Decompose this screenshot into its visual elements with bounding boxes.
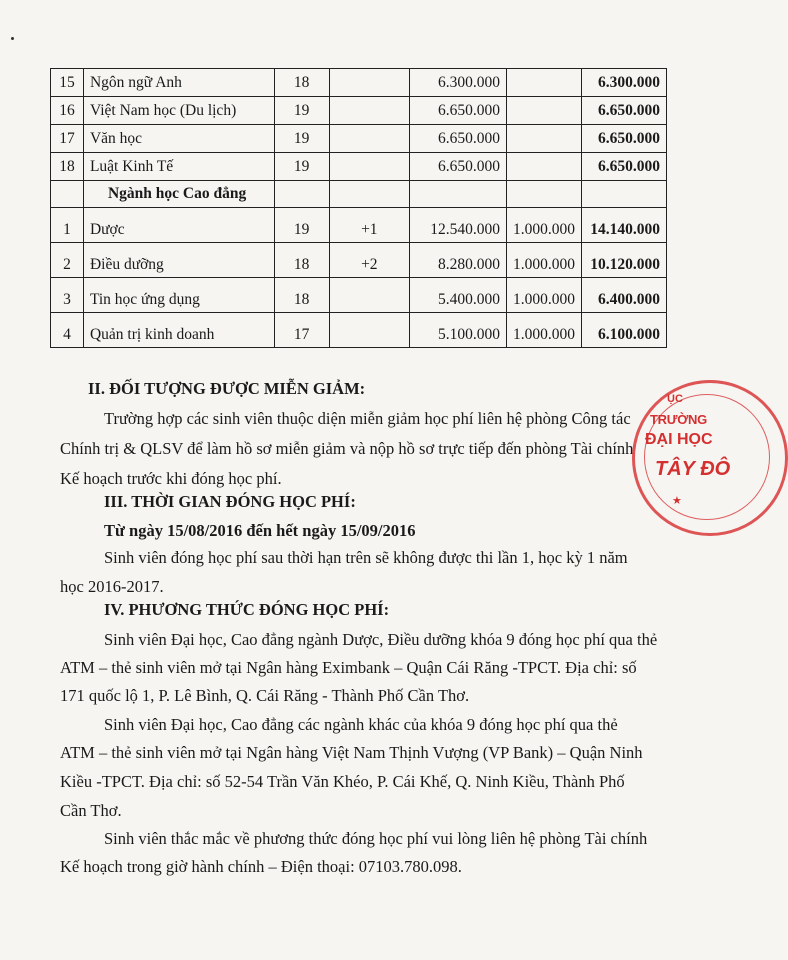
extra-credits: +2 [329, 243, 410, 278]
table-row [51, 153, 667, 181]
section4-line: 171 quốc lộ 1, P. Lê Bình, Q. Cái Răng - Thành Phố Cần Thơ. [60, 686, 470, 705]
credit-count: 19 [274, 97, 329, 125]
section4-line: ATM – thẻ sinh viên mở tại Ngân hàng Eximbank – Quận Cái Răng -TPCT. Địa chỉ: số [60, 658, 637, 677]
seal-line2: ĐẠI HỌC [645, 431, 713, 448]
section2-line: Trường hợp các sinh viên thuộc diện miễn giảm học phí liên hệ phòng Công tác [104, 409, 631, 428]
credit-count: 19 [274, 125, 329, 153]
credit-count: 17 [274, 313, 329, 348]
section4-line: Sinh viên Đại học, Cao đẳng các ngành khác của khóa 9 đóng học phí qua thẻ [104, 715, 618, 734]
seal-line1: TRƯỜNG [650, 412, 707, 427]
section4-line: Kế hoạch trong giờ hành chính – Điện thoại: 07103.780.098. [60, 857, 462, 876]
row-number: 3 [51, 278, 84, 313]
section4-heading: IV. PHƯƠNG THỨC ĐÓNG HỌC PHÍ: [104, 600, 390, 619]
table-row [51, 69, 667, 97]
tuition-fee: 6.650.000 [410, 153, 507, 181]
other-fee [506, 69, 581, 97]
row-number: 16 [51, 97, 84, 125]
seal-top-text: ỤC [667, 393, 683, 405]
extra-credits [329, 125, 410, 153]
major-name: Tin học ứng dụng [83, 278, 274, 313]
table-row [51, 97, 667, 125]
major-name: Quản trị kinh doanh [83, 313, 274, 348]
other-fee: 1.000.000 [506, 313, 581, 348]
other-fee: 1.000.000 [506, 278, 581, 313]
seal-star-icon: ★ [672, 495, 682, 507]
credit-count: 18 [274, 69, 329, 97]
credit-count: 19 [274, 208, 329, 243]
extra-credits [329, 69, 410, 97]
tuition-fee: 6.650.000 [410, 97, 507, 125]
section3-heading: III. THỜI GIAN ĐÓNG HỌC PHÍ: [104, 492, 356, 511]
total-fee: 6.400.000 [581, 278, 666, 313]
section4-line: Sinh viên Đại học, Cao đẳng ngành Dược, Điều dưỡng khóa 9 đóng học phí qua thẻ [104, 630, 658, 649]
credit-count: 18 [274, 243, 329, 278]
extra-credits [329, 278, 410, 313]
table-row [51, 208, 667, 243]
section-row [51, 181, 667, 208]
total-fee: 6.100.000 [581, 313, 666, 348]
major-name: Ngôn ngữ Anh [83, 69, 274, 97]
extra-credits [329, 97, 410, 125]
tuition-fee: 6.300.000 [410, 69, 507, 97]
tuition-fee-table [50, 68, 667, 348]
row-number: 1 [51, 208, 84, 243]
other-fee: 1.000.000 [506, 243, 581, 278]
tuition-fee: 12.540.000 [410, 208, 507, 243]
row-number: 18 [51, 153, 84, 181]
seal-line3: TÂY ĐÔ [655, 458, 731, 480]
row-number: 17 [51, 125, 84, 153]
total-fee: 6.300.000 [581, 69, 666, 97]
row-number: 4 [51, 313, 84, 348]
section4-line: Cần Thơ. [60, 801, 122, 820]
table-row [51, 125, 667, 153]
row-number: 2 [51, 243, 84, 278]
other-fee [506, 153, 581, 181]
tuition-fee: 6.650.000 [410, 125, 507, 153]
other-fee: 1.000.000 [506, 208, 581, 243]
row-number: 15 [51, 69, 84, 97]
major-name: Điều dưỡng [83, 243, 274, 278]
extra-credits [329, 153, 410, 181]
total-fee: 14.140.000 [581, 208, 666, 243]
table-row [51, 313, 667, 348]
section-label-college: Ngành học Cao đẳng [83, 181, 274, 208]
section3-line: Sinh viên đóng học phí sau thời hạn trên sẽ không được thi lần 1, học kỳ 1 năm [104, 548, 628, 567]
total-fee: 6.650.000 [581, 153, 666, 181]
table-row [51, 278, 667, 313]
section2-line: Chính trị & QLSV để làm hồ sơ miễn giảm và nộp hồ sơ trực tiếp đến phòng Tài chính [60, 439, 634, 458]
section3-line: học 2016-2017. [60, 577, 164, 596]
scan-speck [11, 37, 14, 40]
credit-count: 19 [274, 153, 329, 181]
tuition-fee: 5.400.000 [410, 278, 507, 313]
other-fee [506, 97, 581, 125]
section4-line: ATM – thẻ sinh viên mở tại Ngân hàng Việt Nam Thịnh Vượng (VP Bank) – Quận Ninh [60, 743, 643, 762]
section4-line: Sinh viên thắc mắc về phương thức đóng học phí vui lòng liên hệ phòng Tài chính [104, 829, 648, 848]
extra-credits [329, 313, 410, 348]
major-name: Văn học [83, 125, 274, 153]
section2-line: Kế hoạch trước khi đóng học phí. [60, 469, 282, 488]
table-row [51, 243, 667, 278]
major-name: Luật Kinh Tế [83, 153, 274, 181]
credit-count: 18 [274, 278, 329, 313]
section3-date-range: Từ ngày 15/08/2016 đến hết ngày 15/09/2016 [104, 521, 416, 540]
tuition-fee: 8.280.000 [410, 243, 507, 278]
other-fee [506, 125, 581, 153]
total-fee: 6.650.000 [581, 97, 666, 125]
tuition-fee: 5.100.000 [410, 313, 507, 348]
section4-line: Kiều -TPCT. Địa chỉ: số 52-54 Trần Văn Khéo, P. Cái Khế, Q. Ninh Kiều, Thành Phố [60, 772, 625, 791]
total-fee: 10.120.000 [581, 243, 666, 278]
total-fee: 6.650.000 [581, 125, 666, 153]
section2-heading: II. ĐỐI TƯỢNG ĐƯỢC MIỄN GIẢM: [88, 379, 366, 398]
extra-credits: +1 [329, 208, 410, 243]
major-name: Việt Nam học (Du lịch) [83, 97, 274, 125]
major-name: Dược [83, 208, 274, 243]
